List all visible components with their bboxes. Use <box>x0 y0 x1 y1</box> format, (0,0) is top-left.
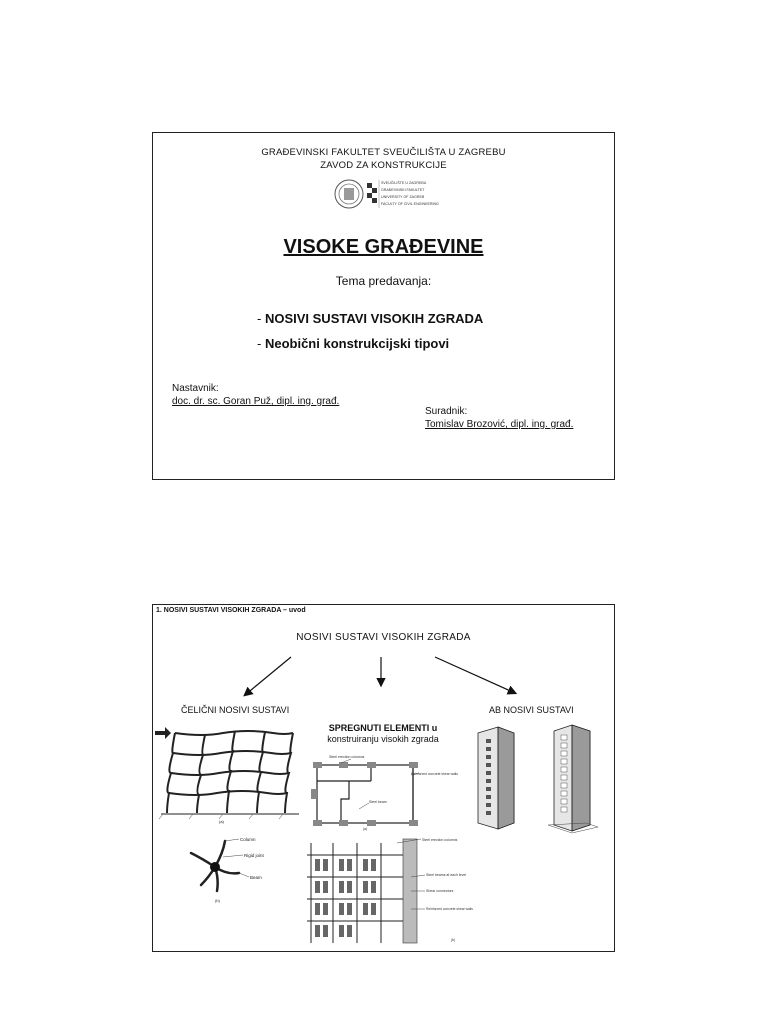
steel-frame-drawing <box>153 723 301 823</box>
logo-line-3: UNIVERSITY OF ZAGREB <box>381 195 425 199</box>
assistant-label: Suradnik: <box>425 406 468 417</box>
lecturer-name: doc. dr. sc. Goran Puž, dipl. ing. građ. <box>172 396 340 407</box>
arrows-diagram <box>153 605 616 715</box>
section-label-caption: (b) <box>451 938 456 942</box>
slide-title <box>152 132 615 480</box>
plan-label-erection: Steel erection columns <box>329 755 365 759</box>
rigid-joint-drawing <box>183 833 293 905</box>
logo-line-1: SVEUČILIŠTE U ZAGREBU <box>381 181 427 185</box>
joint-node-icon <box>210 862 220 872</box>
label-rc-systems: AB NOSIVI SUSTAVI <box>489 705 574 715</box>
load-arrow-icon <box>155 727 171 739</box>
label-composite <box>303 723 463 745</box>
section-label-erection: Steel erection columns <box>422 838 458 842</box>
arrow-left <box>245 657 291 695</box>
logo-line-4: FACULTY OF CIVIL ENGINEERING <box>381 202 439 206</box>
section-label-shear-walls: Reinforced concrete shear walls <box>426 907 473 911</box>
institution-line-1: GRAĐEVINSKI FAKULTET SVEUČILIŠTA U ZAGREBU <box>261 147 506 158</box>
topic-label: Tema predavanja: <box>335 274 432 288</box>
lecturer-label: Nastavnik: <box>172 383 219 394</box>
plan-label-steel-beam: Steel beam <box>369 800 387 804</box>
section-label-connectors: Shear connectors <box>426 889 454 893</box>
joint-label-column: Column <box>240 837 256 842</box>
logo-line-2: GRAĐEVINSKI FAKULTET <box>381 188 425 192</box>
topic-item-1: - NOSIVI SUSTAVI VISOKIH ZGRADA <box>257 311 484 326</box>
slide-structural-systems <box>152 604 615 952</box>
topic-item-2: - Neobični konstrukcijski tipovi <box>257 336 450 351</box>
label-composite-line-1: SPREGNUTI ELEMENTI u <box>328 723 438 733</box>
rc-towers-drawing <box>458 723 616 833</box>
arrow-right <box>435 657 515 693</box>
page-title: VISOKE GRAĐEVINE <box>283 236 484 258</box>
assistant-name: Tomislav Brozović, dipl. ing. građ. <box>425 419 574 430</box>
faculty-logo <box>333 177 453 211</box>
composite-section-drawing <box>301 833 471 945</box>
plan-label-caption: (a) <box>363 827 368 831</box>
slide-header: 1. NOSIVI SUSTAVI VISOKIH ZGRADA – uvod <box>156 607 306 614</box>
assistant-block <box>425 405 573 431</box>
main-heading: NOSIVI SUSTAVI VISOKIH ZGRADA <box>296 632 471 643</box>
frame-caption-b: (b) <box>215 898 220 903</box>
lecturer-block <box>172 382 339 408</box>
plan-label-shear-walls: Reinforced concrete shear walls <box>411 772 458 776</box>
section-label-beams: Steel beams at each level <box>426 873 467 877</box>
composite-plan-drawing <box>311 751 458 831</box>
label-composite-line-2: konstruiranju visokih zgrada <box>327 734 439 744</box>
joint-label-beam: Beam <box>250 875 262 880</box>
joint-label-rigid: Rigid joint <box>244 853 264 858</box>
frame-caption-a: (a) <box>219 819 224 824</box>
label-steel-systems: ČELIČNI NOSIVI SUSTAVI <box>181 705 290 715</box>
institution-line-2: ZAVOD ZA KONSTRUKCIJE <box>320 160 447 171</box>
